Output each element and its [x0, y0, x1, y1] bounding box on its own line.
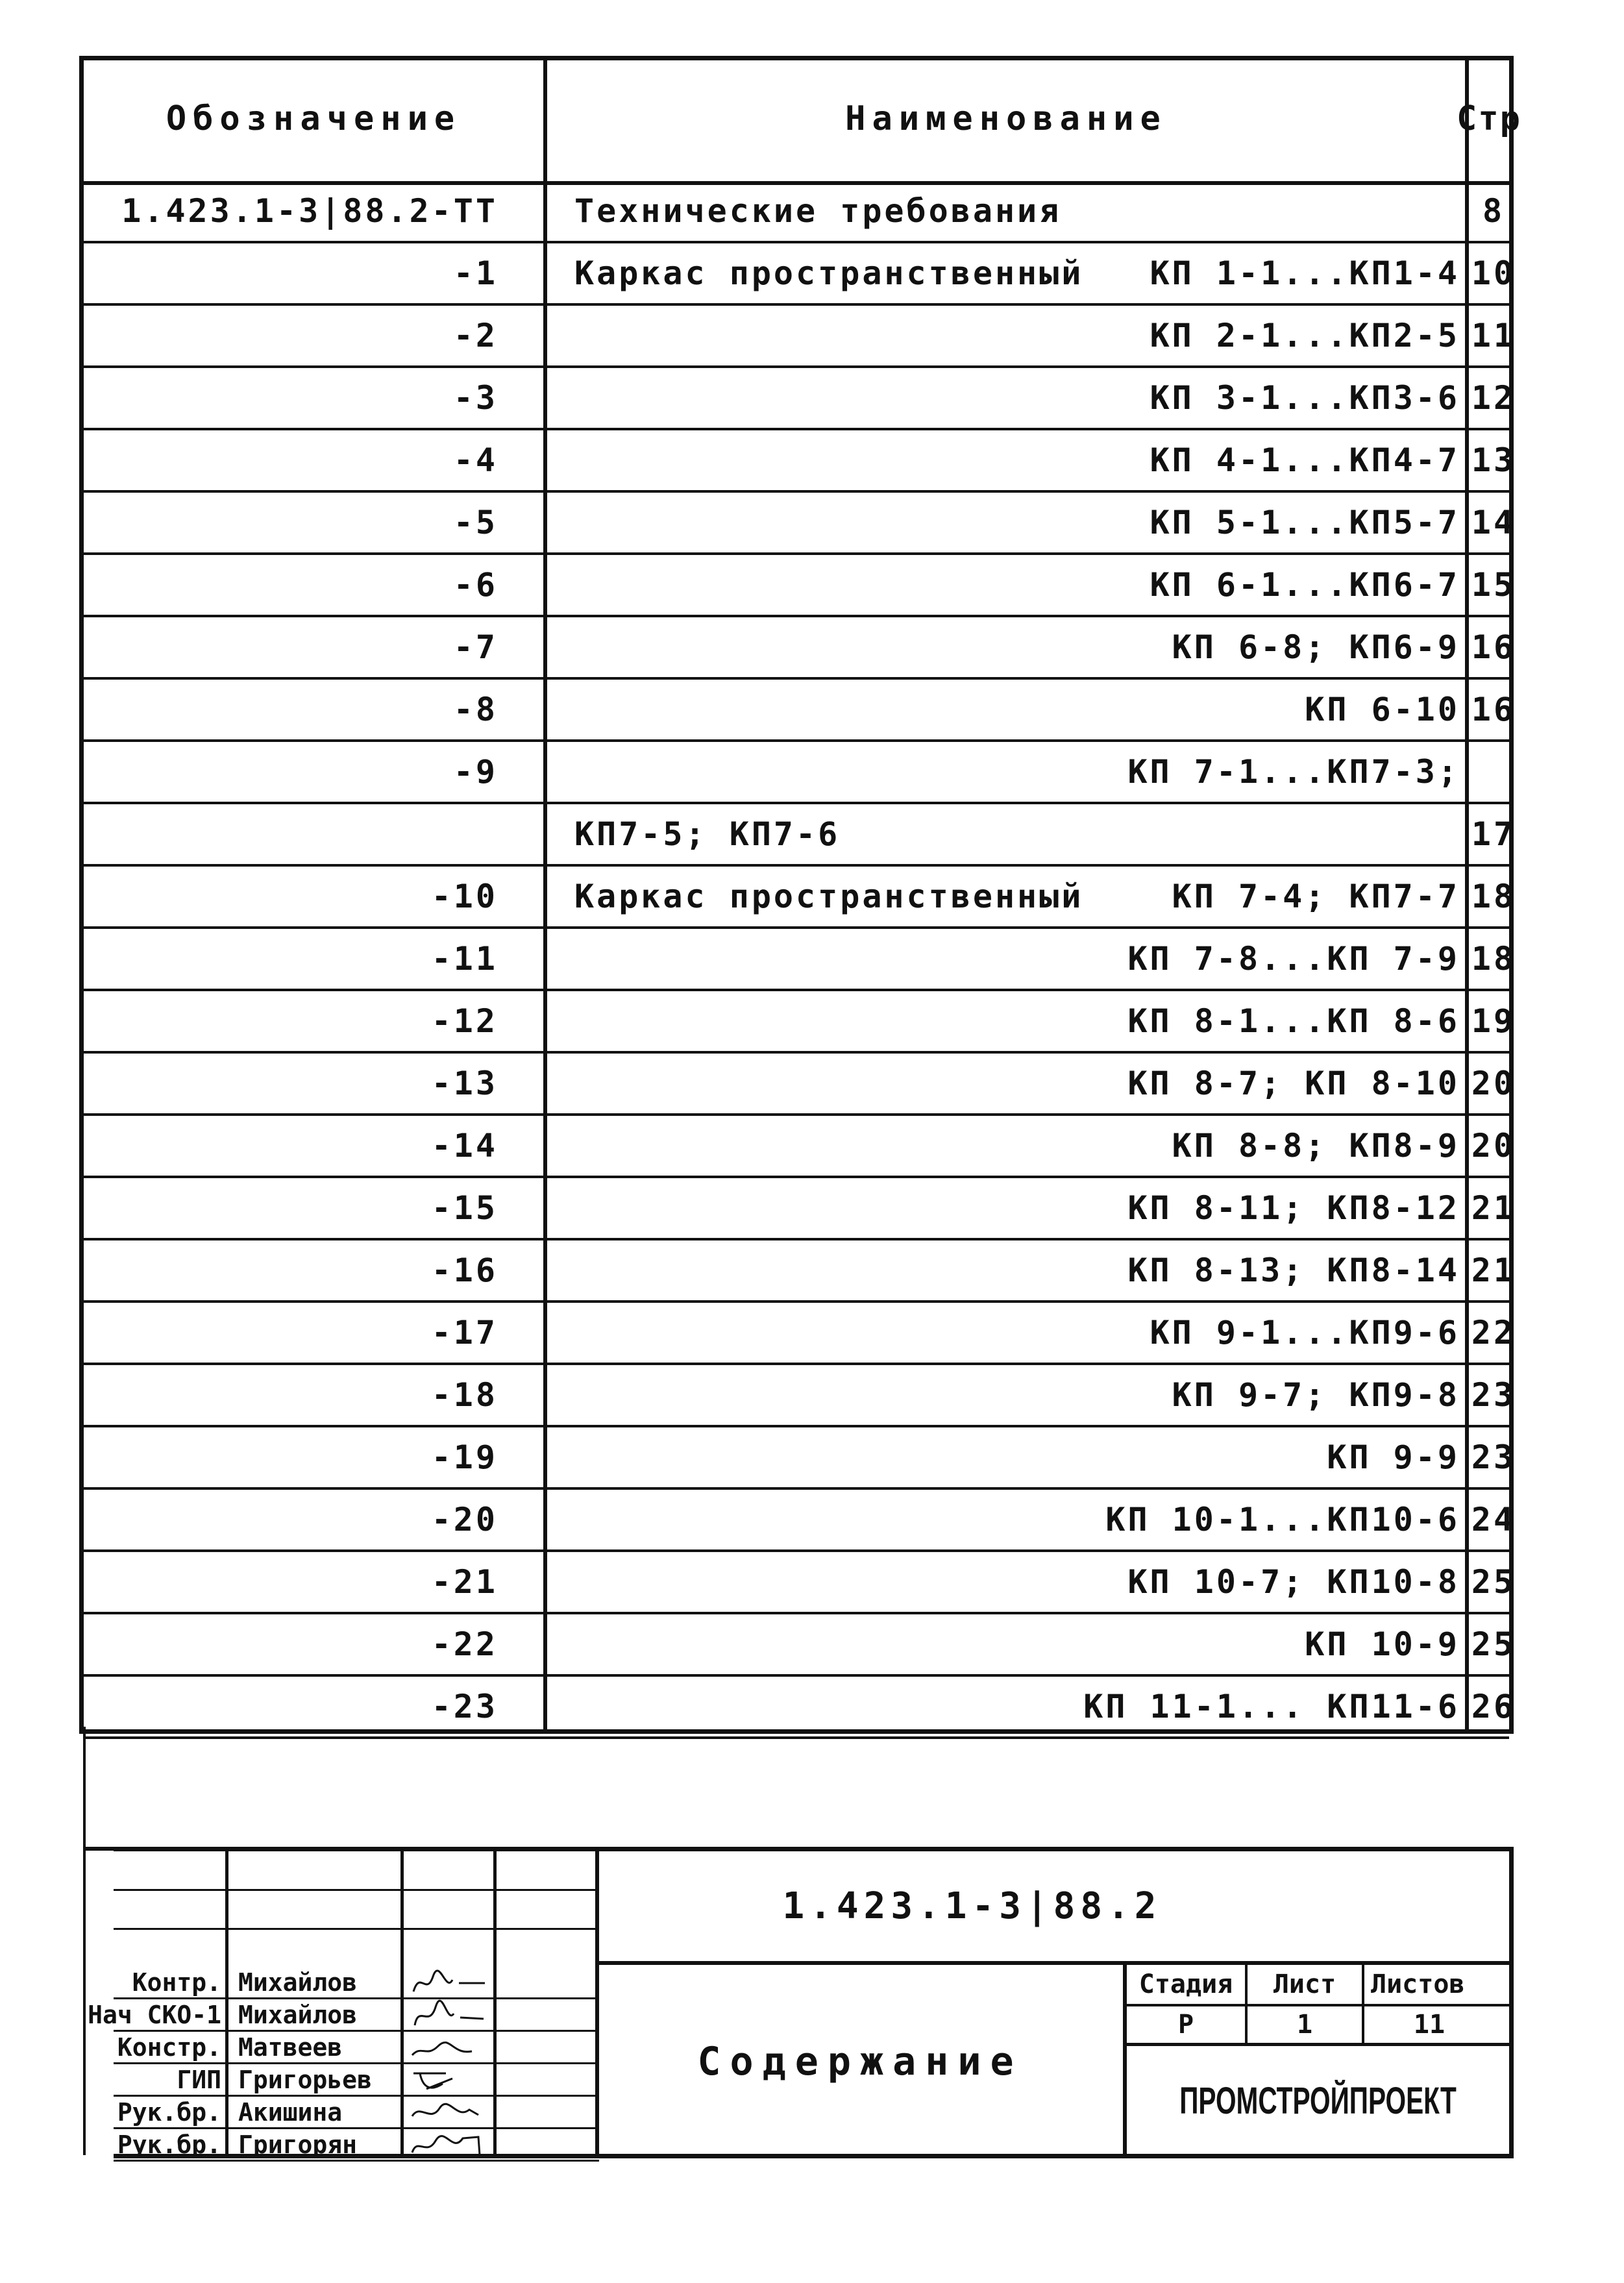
row-name-tail: КП 2-1...КП2-5	[1150, 317, 1460, 354]
row-page: 24	[1471, 1501, 1516, 1538]
row-name	[551, 1427, 1469, 1487]
signature-role: Нач СКО-1	[88, 2000, 221, 2029]
row-page: 16	[1471, 628, 1516, 666]
handwritten-signature-icon	[407, 1967, 491, 1997]
row-name	[551, 742, 1469, 802]
row-page: 11	[1471, 317, 1516, 354]
row-name	[551, 804, 1469, 864]
row-name-tail: КП 5-1...КП5-7	[1150, 504, 1460, 541]
signature-name: Акишина	[238, 2097, 343, 2127]
row-name-lead: Каркас пространственный	[574, 878, 1084, 915]
row-name	[551, 1365, 1469, 1425]
row-name-tail: КП 11-1... КП11-6	[1083, 1688, 1460, 1725]
signature-table	[88, 1851, 599, 2159]
row-page: 21	[1471, 1252, 1516, 1289]
row-name	[551, 1178, 1469, 1238]
row-name-tail: КП 7-1...КП7-3;	[1127, 753, 1460, 791]
table-row	[84, 555, 1516, 617]
sheet-value: 1	[1296, 2010, 1313, 2040]
handwritten-signature-icon	[407, 2097, 491, 2127]
row-name-tail: КП 9-1...КП9-6	[1150, 1314, 1460, 1351]
row-page: 20	[1471, 1127, 1516, 1165]
signature-role: Рук.бр.	[117, 2097, 221, 2127]
binding-edge-line	[83, 1727, 86, 2155]
table-row	[84, 991, 1516, 1054]
row-page: 18	[1471, 940, 1516, 978]
row-code: -8	[453, 691, 498, 728]
header-name: Наименование	[845, 99, 1167, 138]
row-code: -16	[431, 1252, 498, 1289]
row-name-tail: КП 8-11; КП8-12	[1127, 1189, 1460, 1227]
row-code: -3	[453, 379, 498, 417]
row-name	[551, 867, 1469, 926]
row-name	[551, 1240, 1469, 1300]
row-code: -18	[431, 1376, 498, 1414]
row-name-tail: КП 8-8; КП8-9	[1172, 1127, 1460, 1165]
row-code: -21	[431, 1563, 498, 1601]
table-row	[84, 1552, 1516, 1614]
table-row	[84, 1054, 1516, 1116]
sheets-value: 11	[1413, 2010, 1446, 2040]
table-row	[84, 680, 1516, 742]
stage-sheet-grid	[1123, 1965, 1509, 2158]
table-row	[84, 1240, 1516, 1303]
row-name-lead: КП7-5; КП7-6	[574, 815, 841, 853]
contents-table	[79, 56, 1521, 1734]
row-name	[551, 1490, 1469, 1549]
signature-role: ГИП	[177, 2065, 221, 2094]
signature-role: Констр.	[117, 2032, 221, 2062]
row-page: 20	[1471, 1065, 1516, 1102]
row-code: -4	[453, 441, 498, 479]
row-name	[551, 1054, 1469, 1113]
row-name	[551, 555, 1469, 615]
table-row	[84, 243, 1516, 306]
signature-role: Контр.	[132, 1968, 221, 1997]
table-row	[84, 306, 1516, 368]
row-name	[551, 243, 1469, 303]
row-code: -7	[453, 628, 498, 666]
document-title: Содержание	[697, 2039, 1023, 2084]
row-name-tail: КП 8-13; КП8-14	[1127, 1252, 1460, 1289]
signature-row	[114, 2064, 599, 2097]
row-page: 13	[1471, 441, 1516, 479]
handwritten-signature-icon	[407, 2064, 491, 2095]
row-code: -19	[431, 1438, 498, 1476]
row-page: 17	[1471, 815, 1516, 853]
row-page: 16	[1471, 691, 1516, 728]
sheet-label: Лист	[1273, 1969, 1336, 1999]
row-page: 22	[1471, 1314, 1516, 1351]
signature-row	[114, 2032, 599, 2064]
row-page: 14	[1471, 504, 1516, 541]
binding-tick	[86, 1847, 117, 1851]
row-code: -2	[453, 317, 498, 354]
sheets-label: Листов	[1371, 1969, 1465, 1999]
table-header	[84, 60, 1521, 185]
document-code: 1.423.1-3|88.2	[597, 1851, 1509, 1965]
row-page: 26	[1471, 1688, 1516, 1725]
row-name-tail: КП 7-8...КП 7-9	[1127, 940, 1460, 978]
row-name	[551, 430, 1469, 490]
row-page: 21	[1471, 1189, 1516, 1227]
row-page: 8	[1482, 192, 1505, 230]
row-code: -5	[453, 504, 498, 541]
stage-value: Р	[1177, 2010, 1194, 2040]
row-name	[551, 617, 1469, 677]
row-page: 10	[1471, 254, 1516, 292]
row-name-tail: КП 6-8; КП6-9	[1172, 628, 1460, 666]
row-name	[551, 181, 1469, 241]
row-code: -9	[453, 753, 498, 791]
signature-name: Михайлов	[238, 2000, 358, 2029]
table-row	[84, 1178, 1516, 1240]
row-code: -13	[431, 1065, 498, 1102]
table-row	[84, 1614, 1516, 1677]
signature-row	[114, 2097, 599, 2129]
row-name-tail: КП 4-1...КП4-7	[1150, 441, 1460, 479]
row-page: 15	[1471, 566, 1516, 604]
row-name-tail: КП 10-7; КП10-8	[1127, 1563, 1460, 1601]
row-code: 1.423.1-3|88.2-ТТ	[121, 192, 498, 230]
row-name	[551, 306, 1469, 365]
row-name-tail: КП 10-1...КП10-6	[1105, 1501, 1460, 1538]
row-name-tail: КП 8-7; КП 8-10	[1127, 1065, 1460, 1102]
organization-name: ПРОМСТРОЙПРОЕКТ	[1179, 2079, 1457, 2122]
table-row	[84, 430, 1516, 493]
row-code: -22	[431, 1625, 498, 1663]
row-code: -20	[431, 1501, 498, 1538]
row-code: -17	[431, 1314, 498, 1351]
table-row	[84, 368, 1516, 430]
signature-name: Матвеев	[238, 2032, 343, 2062]
row-name	[551, 1614, 1469, 1674]
header-code: Обозначение	[166, 99, 461, 138]
signature-name: Григорьев	[238, 2065, 372, 2094]
row-code: -10	[431, 878, 498, 915]
table-row	[84, 929, 1516, 991]
table-row	[84, 1490, 1516, 1552]
table-row	[84, 493, 1516, 555]
row-name	[551, 1677, 1469, 1736]
row-name-tail: КП 9-9	[1327, 1438, 1460, 1476]
row-name	[551, 929, 1469, 989]
signature-row	[114, 1967, 599, 1999]
row-code: -6	[453, 566, 498, 604]
handwritten-signature-icon	[407, 2032, 491, 2062]
row-name-tail: КП 6-1...КП6-7	[1150, 566, 1460, 604]
row-name	[551, 1116, 1469, 1176]
signature-name: Григорян	[238, 2130, 358, 2159]
row-page	[1469, 742, 1518, 802]
row-page: 19	[1471, 1002, 1516, 1040]
row-name	[551, 1303, 1469, 1363]
row-name-tail: КП 7-4; КП7-7	[1172, 878, 1460, 915]
row-name-lead: Технические требования	[574, 192, 1062, 230]
row-page: 23	[1471, 1438, 1516, 1476]
row-name	[551, 1552, 1469, 1612]
row-page: 25	[1471, 1563, 1516, 1601]
row-code: -1	[453, 254, 498, 292]
row-name-tail: КП 9-7; КП9-8	[1172, 1376, 1460, 1414]
row-page: 25	[1471, 1625, 1516, 1663]
table-row	[84, 181, 1509, 243]
handwritten-signature-icon	[407, 2129, 491, 2160]
row-name-lead: Каркас пространственный	[574, 254, 1084, 292]
row-code: -12	[431, 1002, 498, 1040]
row-name-tail: КП 6-10	[1305, 691, 1460, 728]
table-row	[84, 1303, 1516, 1365]
row-code: -14	[431, 1127, 498, 1165]
row-name	[551, 493, 1469, 552]
row-name-tail: КП 3-1...КП3-6	[1150, 379, 1460, 417]
row-page: 18	[1471, 878, 1516, 915]
row-code: -15	[431, 1189, 498, 1227]
row-page: 12	[1471, 379, 1516, 417]
row-code: -23	[431, 1688, 498, 1725]
table-row	[84, 1677, 1516, 1739]
table-row	[84, 1427, 1516, 1490]
title-block	[88, 1847, 1514, 2159]
row-name-tail: КП 8-1...КП 8-6	[1127, 1002, 1460, 1040]
handwritten-signature-icon	[407, 1999, 491, 2030]
signature-name: Михайлов	[238, 1968, 358, 1997]
row-code: -11	[431, 940, 498, 978]
table-row	[84, 867, 1516, 929]
table-row	[84, 1116, 1516, 1178]
row-name	[551, 680, 1469, 739]
table-row	[84, 742, 1509, 804]
row-page: 23	[1471, 1376, 1516, 1414]
signature-row	[114, 2129, 599, 2162]
header-page: Стр	[1457, 99, 1521, 138]
row-name-tail: КП 1-1...КП1-4	[1150, 254, 1460, 292]
signature-row	[88, 1999, 599, 2032]
table-row	[84, 1365, 1516, 1427]
row-name	[551, 991, 1469, 1051]
table-row	[84, 804, 1516, 867]
stage-label: Стадия	[1138, 1969, 1233, 1999]
table-row	[84, 617, 1516, 680]
row-code	[84, 804, 543, 864]
row-name-tail: КП 10-9	[1305, 1625, 1460, 1663]
row-name	[551, 368, 1469, 428]
signature-role: Рук.бр.	[117, 2130, 221, 2159]
